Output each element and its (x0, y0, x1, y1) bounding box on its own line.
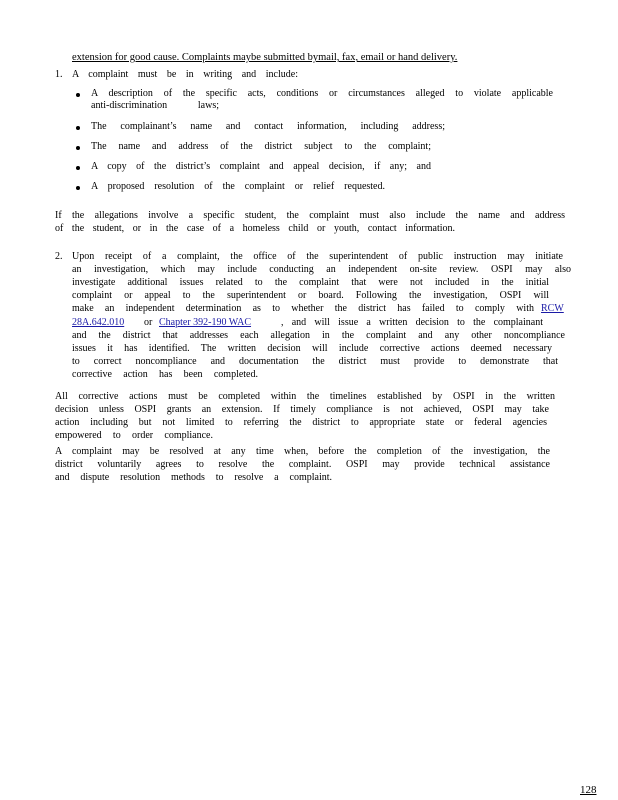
item-2-line-4: complaint or appeal to the superintendent or board. Following the investigation, OSPI will (72, 290, 549, 301)
resolve-para-line-3: and dispute resolution methods to resolve a complaint. (55, 472, 332, 483)
bullet-3: The name and address of the district subject to the complaint; (91, 141, 431, 152)
page-number: 128 (580, 784, 597, 796)
item-2-line-5: make an independent determination as to whether the district has failed to comply with (72, 303, 534, 314)
continued-line: extension for good cause. Complaints maybe submitted bymail, fax, email or hand delivery. (72, 52, 458, 63)
corrective-para-line-4: empowered to order compliance. (55, 430, 213, 441)
or-text: or (144, 317, 153, 328)
item-2-line-10: corrective action has been completed. (72, 369, 258, 380)
item-1-number: 1. (55, 69, 63, 80)
item-2-line-2: an investigation, which may include conducting an independent on-site review. OSPI may also (72, 264, 571, 275)
bullet-icon (76, 93, 80, 97)
rcw-link-cont[interactable]: 28A.642.010 (72, 317, 125, 328)
bullet-icon (76, 166, 80, 170)
bullet-icon (76, 186, 80, 190)
item-2-line-7: and the district that addresses each allegation in the complaint and any other noncompliance (72, 330, 565, 341)
item-2-line-1: Upon receipt of a complaint, the office of the superintendent of public instruction may initiate (72, 251, 563, 262)
bullet-4: A copy of the district’s complaint and appeal decision, if any; and (91, 161, 431, 172)
bullet-icon (76, 146, 80, 150)
corrective-para-line-1: All corrective actions must be completed within the timelines established by OSPI in the written (55, 391, 555, 402)
corrective-para-line-3: action including but not limited to referring the district to appropriate state or federal agencies (55, 417, 547, 428)
item-2-line-8: issues it has identified. The written decision will include corrective actions deemed necessary (72, 343, 552, 354)
item-2-number: 2. (55, 251, 63, 262)
rcw-link[interactable]: RCW (541, 303, 564, 314)
bullet-1-line-1: A description of the specific acts, conditions or circumstances alleged to violate applicable (91, 88, 553, 99)
corrective-para-line-2: decision unless OSPI grants an extension. If timely compliance is not achieved, OSPI may take (55, 404, 549, 415)
item-2-line-3: investigate additional issues related to the complaint that were not included in the initial (72, 277, 549, 288)
bullet-icon (76, 126, 80, 130)
resolve-para-line-1: A complaint may be resolved at any time when, before the completion of the investigation, the (55, 446, 550, 457)
bullet-1-line-2: anti-discrimination laws; (91, 100, 219, 111)
homeless-para-line-1: If the allegations involve a specific student, the complaint must also include the name and address (55, 210, 565, 221)
homeless-para-line-2: of the student, or in the case of a homeless child or youth, contact information. (55, 223, 455, 234)
resolve-para-line-2: district voluntarily agrees to resolve the complaint. OSPI may provide technical assistance (55, 459, 550, 470)
item-2-line-9: to correct noncompliance and documentation the district must provide to demonstrate that (72, 356, 558, 367)
item-2-line-6-rest: , and will issue a written decision to the complainant (281, 317, 543, 328)
bullet-2: The complainant’s name and contact information, including address; (91, 121, 445, 132)
chapter-wac-link[interactable]: Chapter 392-190 WAC (159, 317, 252, 328)
item-1-intro: A complaint must be in writing and include: (72, 69, 298, 80)
bullet-5: A proposed resolution of the complaint or relief requested. (91, 181, 385, 192)
